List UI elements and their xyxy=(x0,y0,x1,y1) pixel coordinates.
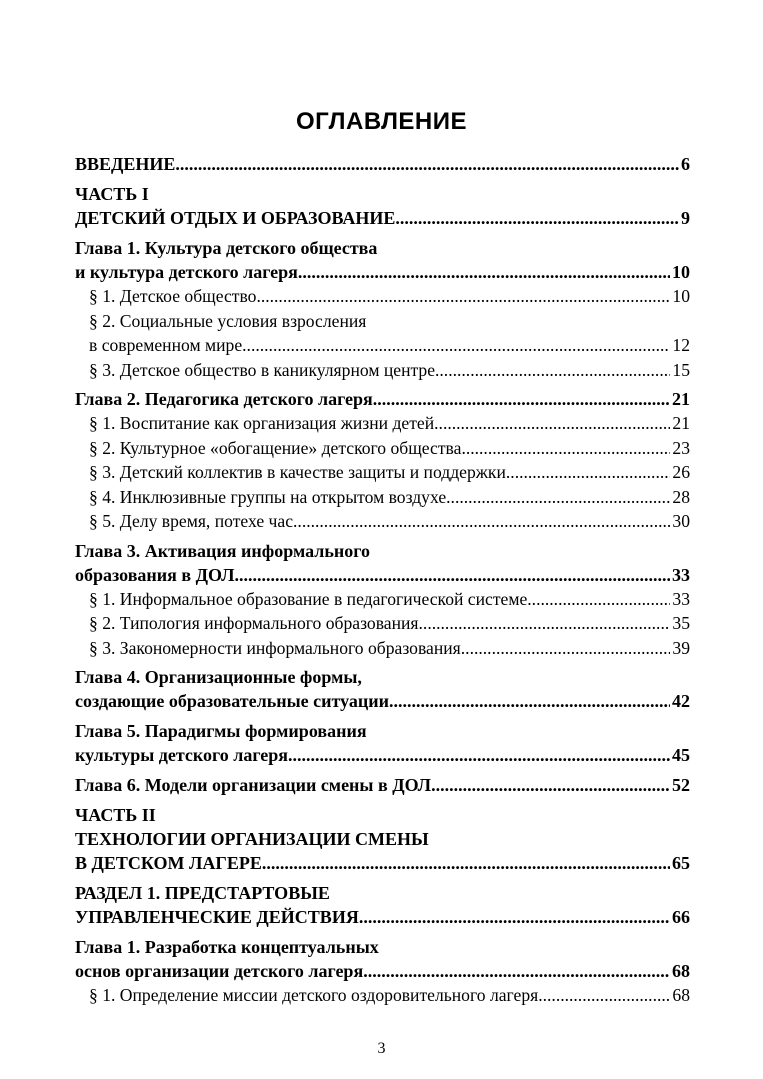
toc-page-number: 33 xyxy=(672,588,690,609)
toc-page-number: 6 xyxy=(681,154,690,174)
dot-leader xyxy=(506,460,671,485)
dot-leader xyxy=(389,689,670,713)
toc-heading-entry[interactable] xyxy=(75,881,690,929)
toc-page-number: 33 xyxy=(672,564,690,585)
toc-entry-title: § 3. Закономерности информального образования xyxy=(89,637,461,658)
toc-section-entry[interactable] xyxy=(75,485,690,510)
toc-page-number: 65 xyxy=(672,853,690,873)
toc-entry-line: Глава 1. Разработка концептуальных xyxy=(75,937,379,957)
toc-heading-entry[interactable] xyxy=(75,539,690,587)
page-title: ОГЛАВЛЕНИЕ xyxy=(295,108,468,135)
toc-entry-title: § 1. Воспитание как организация жизни детей xyxy=(89,413,435,433)
dot-leader xyxy=(359,905,670,929)
dot-leader xyxy=(293,509,670,534)
dot-leader xyxy=(363,959,670,983)
toc-heading-entry[interactable] xyxy=(75,719,690,767)
toc-entry-line: Глава 4. Организационные формы, xyxy=(75,667,362,687)
toc-section-entry[interactable] xyxy=(75,636,690,661)
dot-leader xyxy=(461,436,670,461)
dot-leader xyxy=(461,636,671,661)
toc-heading-entry[interactable] xyxy=(75,935,690,983)
dot-leader xyxy=(256,284,670,309)
toc-heading-entry[interactable] xyxy=(75,665,690,713)
toc-section-entry[interactable] xyxy=(75,983,690,1008)
toc-entry-line: ЧАСТЬ II xyxy=(75,805,156,825)
toc-entry-title: § 2. Культурное «обогащение» детского общества xyxy=(89,437,462,458)
toc-entry-title: § 1. Детское общество xyxy=(89,286,257,306)
toc-entry-line: Глава 5. Парадигмы формирования xyxy=(75,721,367,741)
toc-page-number: 21 xyxy=(672,389,690,409)
toc-entry-title: § 3. Детский коллектив в качестве защиты и поддержки xyxy=(89,462,506,482)
toc-page-number: 39 xyxy=(672,637,690,658)
toc-page-number: 15 xyxy=(672,359,690,380)
dot-leader xyxy=(395,206,679,230)
toc-section-entry[interactable] xyxy=(75,436,690,461)
toc-entry-title: создающие образовательные ситуации xyxy=(75,691,389,711)
toc-section-entry[interactable] xyxy=(75,358,690,383)
toc-page-number: 9 xyxy=(681,208,690,228)
toc-page-number: 26 xyxy=(672,462,690,482)
dot-leader xyxy=(434,411,670,436)
toc-entry-title: § 2. Типология информального образования xyxy=(89,613,419,633)
table-of-contents xyxy=(75,152,690,1008)
toc-heading-entry[interactable] xyxy=(75,773,690,797)
toc-page-number: 68 xyxy=(672,961,690,981)
toc-entry-title: и культура детского лагеря xyxy=(75,262,298,282)
dot-leader xyxy=(288,743,670,767)
toc-page-number: 68 xyxy=(672,985,690,1005)
toc-section-entry[interactable] xyxy=(75,309,690,358)
toc-entry-line: ТЕХНОЛОГИИ ОРГАНИЗАЦИИ СМЕНЫ xyxy=(75,829,429,849)
toc-page-number: 42 xyxy=(672,691,690,711)
toc-section-entry[interactable] xyxy=(75,284,690,309)
toc-section-entry[interactable] xyxy=(75,587,690,612)
dot-leader xyxy=(373,387,670,411)
dot-leader xyxy=(175,152,679,176)
toc-page-number: 10 xyxy=(672,262,690,282)
toc-section-entry[interactable] xyxy=(75,611,690,636)
toc-entry-line: Глава 1. Культура детского общества xyxy=(75,238,378,258)
toc-entry-line: Глава 3. Активация информального xyxy=(75,540,370,561)
toc-entry-title: основ организации детского лагеря xyxy=(75,961,364,981)
dot-leader xyxy=(538,983,670,1008)
dot-leader xyxy=(419,611,671,636)
toc-heading-entry[interactable] xyxy=(75,803,690,875)
toc-entry-line: § 2. Социальные условия взросления xyxy=(89,310,367,331)
toc-page-number: 52 xyxy=(672,775,690,795)
dot-leader xyxy=(298,260,670,284)
toc-entry-title: § 3. Детское общество в каникулярном центре xyxy=(89,359,435,380)
dot-leader xyxy=(242,333,670,358)
dot-leader xyxy=(235,563,670,587)
toc-section-entry[interactable] xyxy=(75,460,690,485)
toc-page-number: 35 xyxy=(672,613,690,633)
toc-entry-line: РАЗДЕЛ 1. ПРЕДСТАРТОВЫЕ xyxy=(75,883,330,903)
toc-entry-title: ВВЕДЕНИЕ xyxy=(75,154,176,174)
dot-leader xyxy=(527,587,670,612)
toc-entry-title: культуры детского лагеря xyxy=(75,745,289,765)
toc-entry-title: Глава 6. Модели организации смены в ДОЛ xyxy=(75,775,432,795)
toc-entry-title: В ДЕТСКОМ ЛАГЕРЕ xyxy=(75,853,262,873)
toc-entry-title: Глава 2. Педагогика детского лагеря xyxy=(75,389,373,409)
toc-page-number: 66 xyxy=(672,907,690,927)
toc-entry-title: в современном мире xyxy=(89,335,243,355)
toc-heading-entry[interactable] xyxy=(75,387,690,411)
toc-section-entry[interactable] xyxy=(75,509,690,534)
dot-leader xyxy=(446,485,670,510)
toc-page-number: 45 xyxy=(672,745,690,765)
toc-page-number: 30 xyxy=(672,511,690,531)
toc-page-number: 12 xyxy=(672,335,690,355)
toc-entry-title: § 4. Инклюзивные группы на открытом воздухе xyxy=(89,486,447,507)
toc-entry-title: § 5. Делу время, потехе час xyxy=(89,511,294,531)
dot-leader xyxy=(435,358,670,383)
toc-entry-title: УПРАВЛЕНЧЕСКИЕ ДЕЙСТВИЯ xyxy=(75,907,359,927)
page-number: 3 xyxy=(377,1040,386,1057)
toc-page-number: 28 xyxy=(672,486,690,507)
toc-entry-title: образования в ДОЛ xyxy=(75,564,235,585)
toc-entry-title: § 1. Определение миссии детского оздоровительного лагеря xyxy=(89,985,539,1005)
toc-entry-line: ЧАСТЬ I xyxy=(75,184,149,204)
toc-entry-title: § 1. Информальное образование в педагогической системе xyxy=(89,588,528,609)
dot-leader xyxy=(431,773,670,797)
toc-page-number: 10 xyxy=(672,286,690,306)
toc-entry-title: ДЕТСКИЙ ОТДЫХ И ОБРАЗОВАНИЕ xyxy=(75,208,396,228)
toc-section-entry[interactable] xyxy=(75,411,690,436)
toc-page-number: 21 xyxy=(672,413,690,433)
toc-page-number: 23 xyxy=(672,437,690,458)
toc-heading-entry[interactable] xyxy=(75,236,690,284)
dot-leader xyxy=(262,851,670,875)
toc-heading-entry[interactable] xyxy=(75,152,690,176)
toc-heading-entry[interactable] xyxy=(75,182,690,230)
